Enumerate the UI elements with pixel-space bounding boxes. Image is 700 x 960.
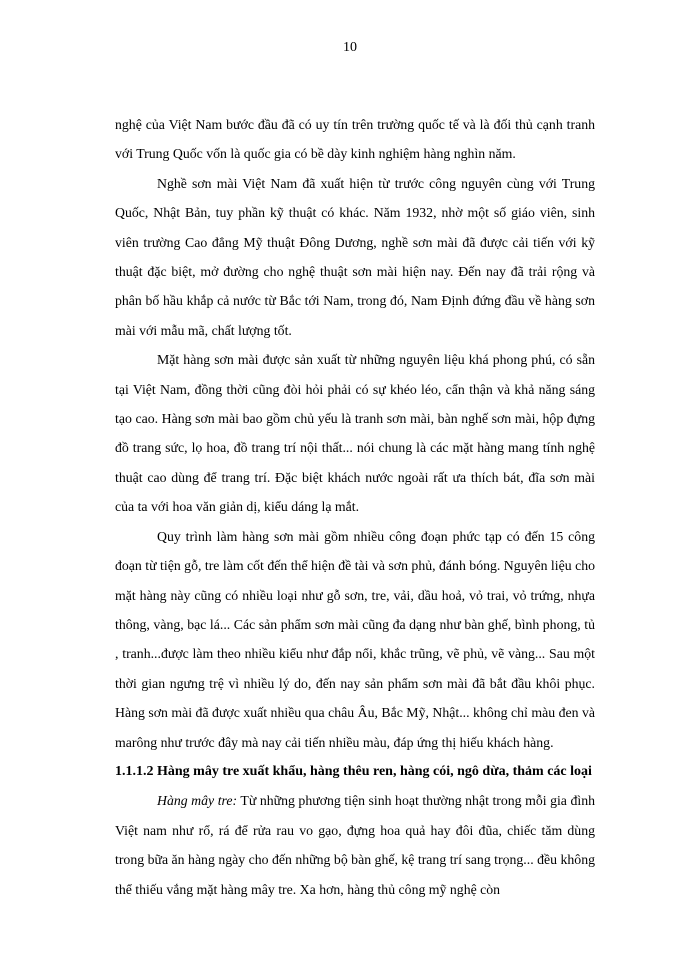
document-body	[115, 110, 595, 904]
paragraph-lacquer-process: Quy trình làm hàng sơn mài gồm nhiều công đoạn phức tạp có đến 15 công đoạn từ tiện gỗ, tre làm cốt đến thể hiện đề tài và sơn phủ, đánh bóng. Nguyên liệu cho mặt hàng này cũng có nhiều loại như gỗ sơn, tre, vải, dầu hoả, vỏ trai, vỏ trứng, nhựa thông, vàng, bạc lá... Các sản phẩm sơn mài cũng đa dạng như bàn ghế, bình phong, tủ , tranh...được làm theo nhiều kiểu như đắp nổi, khắc trũng, vẽ phủ, vẽ vàng... Sau một thời gian ngưng trệ vì nhiều lý do, đến nay sản phẩm sơn mài đã bắt đầu khôi phục. Hàng sơn mài đã được xuất nhiều qua châu Âu, Bắc Mỹ, Nhật... không chỉ màu đen và marông như trước đây mà nay cải tiến nhiều màu, đáp ứng thị hiếu khách hàng.	[115, 528, 595, 750]
page-number: 10	[343, 40, 357, 55]
lead-text: Từ những phương tiện sinh hoạt thường nhật trong mỗi gia đình Việt nam như rổ, rá để rửa rau vo gạo, đựng hoa quả hay đôi đũa, chiếc tăm dùng trong bữa ăn hàng ngày cho đến những bộ bàn ghế, kệ trang trí sang trọng... đều không thể thiếu vắng mặt hàng mây tre. Xa hơn, hàng thủ công mỹ nghệ còn	[115, 793, 595, 897]
paragraph-lacquer-materials: Mặt hàng sơn mài được sản xuất từ những nguyên liệu khá phong phú, có sẵn tại Việt Nam, đồng thời cũng đòi hỏi phải có sự khéo léo, cẩn thận và khả năng sáng tạo cao. Hàng sơn mài bao gồm chủ yếu là tranh sơn mài, bàn nghế sơn mài, hộp đựng đồ trang sức, lọ hoa, đồ trang trí nội thất... nói chung là các mặt hàng mang tính nghệ thuật cao dùng để trang trí. Đặc biệt khách nước ngoài rất ưa thích bát, đĩa sơn mài của ta với hoa văn giản dị, kiểu dáng lạ mắt.	[115, 352, 595, 515]
paragraph-bamboo-rattan	[115, 786, 595, 904]
lead-term: Hàng mây tre:	[157, 793, 238, 809]
paragraph-continued: nghệ của Việt Nam bước đầu đã có uy tín trên trường quốc tế và là đối thủ cạnh tranh với Trung Quốc vốn là quốc gia có bề dày kinh nghiệm hàng nghìn năm.	[115, 117, 595, 162]
paragraph-lacquer-history: Nghề sơn mài Việt Nam đã xuất hiện từ trước công nguyên cùng với Trung Quốc, Nhật Bản, tuy phần kỹ thuật có khác. Năm 1932, nhờ một số giáo viên, sinh viên trường Cao đẳng Mỹ thuật Đông Dương, nghề sơn mài đã được cải tiến với kỹ thuật đặc biệt, mở đường cho nghệ thuật sơn mài hiện nay. Đến nay đã trải rộng và phân bố hầu khắp cả nước từ Bắc tới Nam, trong đó, Nam Định đứng đầu về hàng sơn mài với mẫu mã, chất lượng tốt.	[115, 175, 595, 338]
section-heading: 1.1.1.2 Hàng mây tre xuất khẩu, hàng thêu ren, hàng cói, ngô dừa, thảm các loại	[115, 763, 592, 779]
